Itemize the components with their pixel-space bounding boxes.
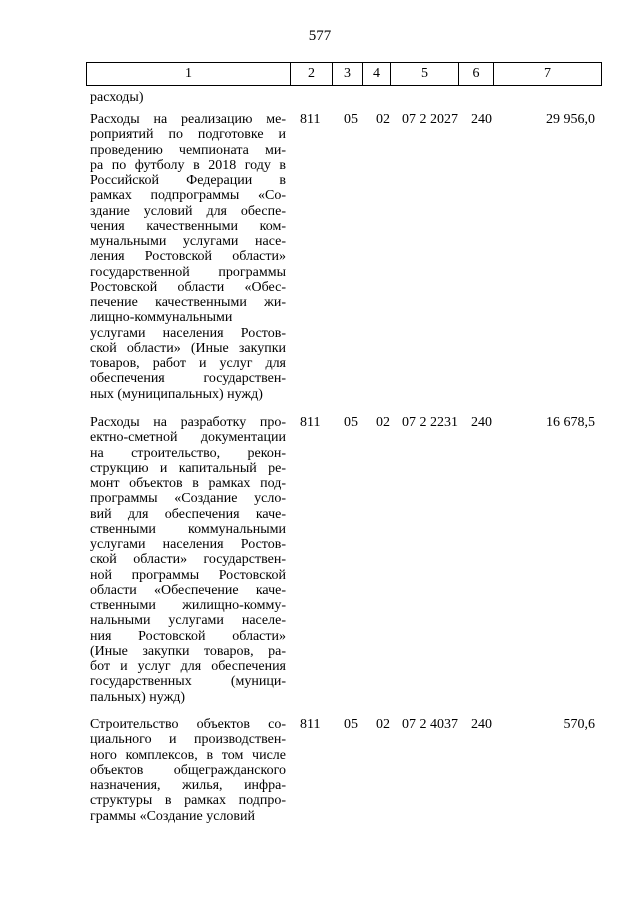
section-code: 05 xyxy=(344,717,358,732)
column-header-5: 5 xyxy=(391,63,459,86)
description-line: ектно-сметной документации xyxy=(90,430,286,446)
description-line: ления Ростовской области» xyxy=(90,249,286,265)
description-line: монт объектов в рамках под- xyxy=(90,476,286,491)
description-line: рамках подпрограммы «Со- xyxy=(90,188,286,204)
ministry-code: 811 xyxy=(300,717,321,732)
amount: 29 956,0 xyxy=(546,112,595,127)
subsection-code: 02 xyxy=(376,415,390,430)
description-line: вий для обеспечения каче- xyxy=(90,506,286,522)
expense-type-code: 240 xyxy=(471,717,492,732)
section-code: 05 xyxy=(344,415,358,430)
description-line: услугами населения Ростов- xyxy=(90,325,286,341)
description-line: структуры в рамках подпро- xyxy=(90,793,286,809)
description-line: услугами населения Ростов- xyxy=(90,537,286,552)
description-line: циального и производствен- xyxy=(90,732,286,748)
description-line: бот и услуг для обеспечения xyxy=(90,659,286,674)
description-line: пальных) нужд) xyxy=(90,689,186,705)
description-line: на строительство, рекон- xyxy=(90,445,286,461)
description-line: Расходы на реализацию ме- xyxy=(90,112,286,127)
row-description xyxy=(90,415,286,705)
description-line: печение качественными жи- xyxy=(90,295,286,310)
description-line: ственными жилищно-комму- xyxy=(90,598,286,613)
description-line: нальными услугами населе- xyxy=(90,613,286,629)
description-line: роприятий по подготовке и xyxy=(90,127,286,143)
description-line: струкцию и капитальный ре- xyxy=(90,460,286,476)
description-line: области «Обеспечение каче- xyxy=(90,582,286,598)
description-line: назначения, жилья, инфра- xyxy=(90,778,286,793)
target-article-code: 07 2 2027 xyxy=(402,112,458,127)
target-article-code: 07 2 2231 xyxy=(402,415,458,430)
description-line: чения качественными ком- xyxy=(90,218,286,234)
description-line: программы «Создание усло- xyxy=(90,491,286,507)
description-line: здание условий для обеспе- xyxy=(90,203,286,219)
description-line: ных (муниципальных) нужд) xyxy=(90,386,263,402)
column-header-table xyxy=(86,62,602,86)
description-line: государственной программы xyxy=(90,264,286,280)
column-header-2: 2 xyxy=(291,63,333,86)
description-line: товаров, работ и услуг для xyxy=(90,356,286,371)
amount: 570,6 xyxy=(563,717,595,732)
continuation-text: расходы) xyxy=(90,90,144,105)
page-number: 577 xyxy=(308,28,332,44)
description-line: Российской Федерации в xyxy=(90,173,286,188)
expense-type-code: 240 xyxy=(471,112,492,127)
column-header-6: 6 xyxy=(459,63,494,86)
column-header-4: 4 xyxy=(363,63,391,86)
description-line: ного комплексов, в том числе xyxy=(90,747,286,763)
description-line: ственными коммунальными xyxy=(90,521,286,537)
description-line: объектов общегражданского xyxy=(90,762,286,778)
description-line: ра по футболу в 2018 году в xyxy=(90,157,286,173)
ministry-code: 811 xyxy=(300,112,321,127)
description-line: ной программы Ростовской xyxy=(90,567,286,583)
description-line: ния Ростовской области» xyxy=(90,628,286,644)
description-line: лищно-коммунальными xyxy=(90,310,233,326)
description-line: ской области» государствен- xyxy=(90,552,286,568)
subsection-code: 02 xyxy=(376,112,390,127)
description-line: обеспечения государствен- xyxy=(90,371,286,387)
section-code: 05 xyxy=(344,112,358,127)
row-description xyxy=(90,112,286,402)
description-line: Строительство объектов со- xyxy=(90,717,286,732)
description-line: Расходы на разработку про- xyxy=(90,415,286,430)
description-line: (Иные закупки товаров, ра- xyxy=(90,643,286,659)
description-line: ской области» (Иные закупки xyxy=(90,340,286,356)
column-header-1: 1 xyxy=(87,63,291,86)
description-line: Ростовской области «Обес- xyxy=(90,279,286,295)
row-description xyxy=(90,717,286,824)
ministry-code: 811 xyxy=(300,415,321,430)
description-line: граммы «Создание условий xyxy=(90,808,256,824)
subsection-code: 02 xyxy=(376,717,390,732)
amount: 16 678,5 xyxy=(546,415,595,430)
column-header-7: 7 xyxy=(494,63,602,86)
target-article-code: 07 2 4037 xyxy=(402,717,458,732)
description-line: проведению чемпионата ми- xyxy=(90,142,286,158)
description-line: мунальными услугами насе- xyxy=(90,234,286,249)
expense-type-code: 240 xyxy=(471,415,492,430)
description-line: государственных (муници- xyxy=(90,674,286,690)
column-header-3: 3 xyxy=(333,63,363,86)
